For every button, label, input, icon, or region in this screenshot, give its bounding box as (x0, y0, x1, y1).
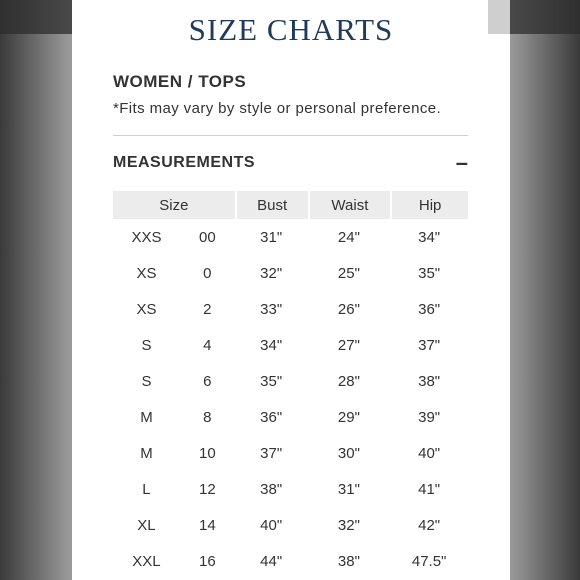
size-chart-modal (72, 0, 510, 580)
bust-cell: 31" (260, 228, 283, 246)
size-number-cell: 2 (203, 300, 212, 318)
size-number-cell: 0 (203, 264, 212, 282)
size-number-cell: 4 (203, 336, 212, 354)
size-number-cell: 6 (203, 372, 212, 390)
waist-cell: 28" (337, 372, 360, 390)
hip-cell: 39" (418, 408, 441, 426)
size-letter-cell: XXS (131, 228, 162, 246)
table-row (113, 543, 468, 579)
modal-title: SIZE CHARTS (188, 12, 394, 47)
collapse-icon[interactable]: – (455, 150, 468, 175)
table-row (113, 219, 468, 255)
bust-cell: 33" (260, 300, 283, 318)
section-divider (113, 135, 468, 136)
table-row (113, 471, 468, 507)
waist-cell: 30" (337, 444, 360, 462)
size-number-cell: 8 (203, 408, 212, 426)
waist-cell: 29" (337, 408, 360, 426)
size-table (113, 191, 468, 579)
table-row (113, 435, 468, 471)
waist-cell: 25" (337, 264, 360, 282)
table-row (113, 399, 468, 435)
size-letter-cell: S (141, 336, 152, 354)
size-number-cell: 16 (198, 552, 216, 570)
waist-cell: 27" (337, 336, 360, 354)
table-row (113, 255, 468, 291)
table-row (113, 363, 468, 399)
fit-note: *Fits may vary by style or personal preference. (113, 100, 442, 117)
hip-cell: 38" (418, 372, 441, 390)
accordion-title: MEASUREMENTS (113, 154, 256, 171)
bust-cell: 34" (260, 336, 283, 354)
size-letter-cell: XS (136, 264, 157, 282)
header-waist: Waist (308, 191, 391, 219)
size-letter-cell: XXL (132, 552, 161, 570)
bust-cell: 35" (260, 372, 283, 390)
category-title: WOMEN / TOPS (113, 72, 247, 91)
header-bust: Bust (235, 191, 308, 219)
size-letter-cell: L (142, 480, 151, 498)
waist-cell: 32" (337, 516, 360, 534)
scrollbar[interactable] (488, 0, 510, 34)
header-size: Size (113, 191, 235, 219)
size-number-cell: 12 (198, 480, 216, 498)
table-header-row (113, 191, 468, 219)
bust-cell: 40" (260, 516, 283, 534)
table-row (113, 291, 468, 327)
measurements-accordion-header[interactable] (113, 150, 468, 180)
bust-cell: 37" (260, 444, 283, 462)
hip-cell: 42" (418, 516, 441, 534)
size-letter-cell: XL (137, 516, 156, 534)
bust-cell: 32" (260, 264, 283, 282)
hip-cell: 37" (418, 336, 441, 354)
size-letter-cell: S (141, 372, 152, 390)
waist-cell: 24" (337, 228, 360, 246)
table-row (113, 327, 468, 363)
size-number-cell: 00 (198, 228, 216, 246)
size-number-cell: 10 (198, 444, 216, 462)
hip-cell: 47.5" (411, 552, 447, 570)
table-row (113, 507, 468, 543)
waist-cell: 31" (337, 480, 360, 498)
bust-cell: 38" (260, 480, 283, 498)
hip-cell: 34" (418, 228, 441, 246)
size-letter-cell: M (140, 444, 153, 462)
hip-cell: 41" (418, 480, 441, 498)
hip-cell: 40" (418, 444, 441, 462)
bust-cell: 44" (260, 552, 283, 570)
size-letter-cell: M (140, 408, 153, 426)
bust-cell: 36" (260, 408, 283, 426)
waist-cell: 26" (337, 300, 360, 318)
size-number-cell: 14 (198, 516, 216, 534)
header-hip: Hip (390, 191, 468, 219)
waist-cell: 38" (337, 552, 360, 570)
hip-cell: 36" (418, 300, 441, 318)
hip-cell: 35" (418, 264, 441, 282)
size-letter-cell: XS (136, 300, 157, 318)
